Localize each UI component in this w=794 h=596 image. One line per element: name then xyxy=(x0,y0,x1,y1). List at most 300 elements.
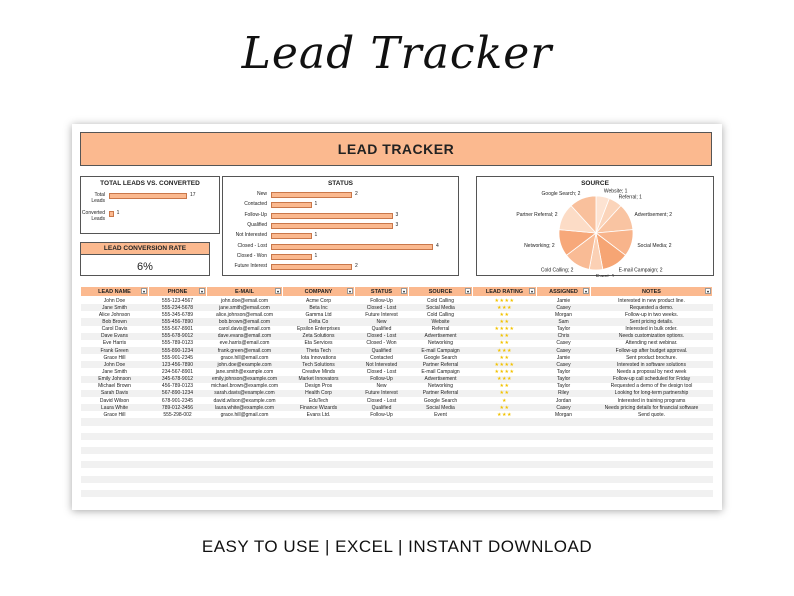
lead-rating-cell[interactable] xyxy=(473,426,537,433)
column-header[interactable] xyxy=(283,287,355,297)
table-row xyxy=(81,454,713,461)
table-cell[interactable] xyxy=(355,461,409,468)
table-cell[interactable]: Partner Referral xyxy=(409,390,473,397)
table-cell[interactable]: Casey xyxy=(556,340,571,347)
table-cell[interactable]: Looking for long-term partnership xyxy=(591,390,713,397)
table-cell[interactable] xyxy=(537,426,591,433)
table-cell[interactable]: 555-567-8901 xyxy=(161,326,194,333)
table-cell[interactable]: 555-234-5678 xyxy=(149,304,207,311)
table-cell[interactable]: Closed - Lost xyxy=(355,333,409,340)
table-cell[interactable] xyxy=(81,461,149,468)
lead-rating-cell[interactable] xyxy=(473,461,537,468)
table-cell[interactable]: Taylor xyxy=(556,326,571,333)
table-cell[interactable] xyxy=(409,461,473,468)
table-cell[interactable] xyxy=(283,468,355,475)
table-cell[interactable] xyxy=(409,468,473,475)
table-cell[interactable]: Closed - Lost xyxy=(366,368,397,375)
pie-slice-label: E-mail Campaign; 2 xyxy=(618,267,663,274)
table-cell[interactable]: dave.evans@email.com xyxy=(207,333,283,340)
table-cell[interactable]: emily.johnson@example.com xyxy=(207,376,283,383)
table-cell[interactable]: Partner Referral xyxy=(409,361,473,368)
hero-title: Lead Tracker xyxy=(241,28,553,79)
lead-rating-cell[interactable] xyxy=(473,447,537,454)
table-cell[interactable]: Casey xyxy=(537,304,591,311)
filter-dropdown-icon[interactable]: ▾ xyxy=(200,289,203,294)
filter-dropdown-icon[interactable]: ▾ xyxy=(276,289,279,294)
table-cell[interactable]: frank.green@email.com xyxy=(207,347,283,354)
table-cell[interactable] xyxy=(355,447,409,454)
table-cell[interactable]: Sarah Davis xyxy=(81,390,149,397)
table-cell[interactable] xyxy=(591,454,713,461)
table-cell[interactable] xyxy=(537,483,591,490)
table-cell[interactable]: Sent product brochure. xyxy=(626,354,677,361)
table-cell[interactable]: Dave Evans xyxy=(81,333,149,340)
lead-rating-cell[interactable]: ★★ xyxy=(473,318,537,325)
table-cell[interactable] xyxy=(283,497,355,504)
table-cell[interactable]: Laura White xyxy=(81,404,149,411)
table-cell[interactable] xyxy=(537,454,591,461)
filter-dropdown-icon[interactable]: ▾ xyxy=(402,289,405,294)
table-cell[interactable]: Sent pricing details. xyxy=(591,318,713,325)
table-cell[interactable] xyxy=(81,418,149,425)
table-cell[interactable]: 555-123-4567 xyxy=(161,297,194,304)
table-cell[interactable] xyxy=(207,454,283,461)
table-cell[interactable] xyxy=(355,483,409,490)
table-cell[interactable] xyxy=(409,447,473,454)
table-cell[interactable] xyxy=(283,490,355,497)
lead-rating-cell[interactable]: ★★★★ xyxy=(473,361,537,368)
table-cell[interactable] xyxy=(409,497,473,504)
table-cell[interactable]: E-mail Campaign xyxy=(409,347,473,354)
table-cell[interactable]: Emily Johnson xyxy=(81,376,149,383)
table-cell[interactable] xyxy=(81,490,149,497)
table-cell[interactable]: Frank Green xyxy=(81,347,149,354)
table-row xyxy=(81,468,713,475)
table-row xyxy=(81,376,713,383)
table-cell[interactable]: 555-345-6789 xyxy=(161,311,194,318)
lead-rating-cell[interactable]: ★★ xyxy=(499,383,510,390)
table-cell[interactable]: 456-789-0123 xyxy=(161,383,194,390)
column-header[interactable] xyxy=(207,287,283,297)
table-cell[interactable] xyxy=(537,490,591,497)
table-cell[interactable]: 234-567-8901 xyxy=(161,368,194,375)
table-cell[interactable] xyxy=(207,476,283,483)
table-cell[interactable]: Zeta Solutions xyxy=(283,333,355,340)
table-cell[interactable]: 345-678-9012 xyxy=(149,376,207,383)
table-cell[interactable] xyxy=(207,468,283,475)
table-cell[interactable]: Finance Wizards xyxy=(283,404,355,411)
table-cell[interactable]: Jane Smith xyxy=(101,368,127,375)
table-cell[interactable] xyxy=(149,454,207,461)
table-cell[interactable]: Requested a demo of the design tool xyxy=(610,383,693,390)
table-cell[interactable] xyxy=(283,426,355,433)
table-cell[interactable] xyxy=(81,476,149,483)
table-cell[interactable] xyxy=(283,461,355,468)
table-cell[interactable]: Attending next webinar. xyxy=(625,340,678,347)
table-cell[interactable] xyxy=(591,490,713,497)
table-cell[interactable]: John Doe xyxy=(103,297,126,304)
table-cell[interactable] xyxy=(409,418,473,425)
filter-dropdown-icon[interactable]: ▾ xyxy=(584,289,587,294)
table-cell[interactable]: Cold Calling xyxy=(427,297,454,304)
table-cell[interactable]: Gamma Ltd xyxy=(305,311,332,318)
table-cell[interactable]: Iota Innovations xyxy=(300,354,337,361)
column-header[interactable] xyxy=(473,287,537,297)
table-cell[interactable]: Qualified xyxy=(355,404,409,411)
table-cell[interactable] xyxy=(149,490,207,497)
table-cell[interactable] xyxy=(591,468,713,475)
table-cell[interactable] xyxy=(149,468,207,475)
table-cell[interactable]: michael.brown@example.com xyxy=(210,383,279,390)
table-cell[interactable] xyxy=(283,447,355,454)
table-cell[interactable] xyxy=(207,490,283,497)
table-cell[interactable]: Follow-up after budget approval. xyxy=(591,347,713,354)
filter-dropdown-icon[interactable]: ▾ xyxy=(348,289,351,294)
lead-rating-cell[interactable] xyxy=(473,418,537,425)
table-cell[interactable]: Interested in bulk order. xyxy=(625,326,678,333)
lead-rating-cell[interactable] xyxy=(473,454,537,461)
table-cell[interactable]: 555-456-7890 xyxy=(149,318,207,325)
lead-rating-cell[interactable] xyxy=(473,483,537,490)
lead-rating-cell[interactable]: ★★ xyxy=(473,333,537,340)
table-cell[interactable]: Epsilon Enterprises xyxy=(296,326,341,333)
table-cell[interactable]: Networking xyxy=(427,383,453,390)
table-cell[interactable] xyxy=(283,433,355,440)
table-cell[interactable]: john.doe@email.com xyxy=(220,297,269,304)
table-cell[interactable] xyxy=(591,461,713,468)
pie-slice-label: Referral; 1 xyxy=(618,194,642,201)
table-cell[interactable] xyxy=(409,490,473,497)
table-cell[interactable]: Sam xyxy=(537,318,591,325)
table-cell[interactable] xyxy=(207,440,283,447)
table-cell[interactable] xyxy=(591,497,713,504)
table-cell[interactable] xyxy=(207,426,283,433)
pie-slice-label: Cold Calling; 2 xyxy=(540,267,574,274)
table-cell[interactable] xyxy=(81,468,149,475)
table-cell[interactable]: Michael Brown xyxy=(98,383,131,390)
table-cell[interactable]: 555-298-002 xyxy=(163,411,192,418)
filter-dropdown-icon[interactable]: ▾ xyxy=(142,289,145,294)
table-cell[interactable]: Website xyxy=(409,318,473,325)
table-cell[interactable] xyxy=(149,433,207,440)
table-cell[interactable] xyxy=(283,476,355,483)
lead-rating-cell[interactable] xyxy=(473,476,537,483)
table-cell[interactable] xyxy=(591,476,713,483)
table-cell[interactable]: laura.white@example.com xyxy=(207,404,283,411)
table-cell[interactable] xyxy=(81,447,149,454)
table-row xyxy=(81,426,713,433)
lead-rating-cell[interactable]: ★★ xyxy=(473,390,537,397)
table-cell[interactable] xyxy=(283,454,355,461)
table-cell[interactable]: Creative Minds xyxy=(301,368,336,375)
table-cell[interactable]: Interested in training programs xyxy=(617,397,686,404)
tagline: EASY TO USE | EXCEL | INSTANT DOWNLOAD xyxy=(201,537,593,556)
table-cell[interactable] xyxy=(149,483,207,490)
table-cell[interactable]: Grace Hill xyxy=(103,411,126,418)
lead-rating-cell[interactable]: ★★★★ xyxy=(494,297,515,304)
lead-rating-cell[interactable]: ★ xyxy=(502,397,507,404)
table-cell[interactable] xyxy=(591,440,713,447)
lead-rating-cell[interactable]: ★★★ xyxy=(497,411,512,418)
table-cell[interactable] xyxy=(283,440,355,447)
lead-rating-cell[interactable]: ★★★ xyxy=(473,376,537,383)
table-cell[interactable]: Riley xyxy=(537,390,591,397)
table-cell[interactable] xyxy=(149,418,207,425)
table-cell[interactable]: Follow-Up xyxy=(355,376,409,383)
table-cell[interactable]: Advertisement xyxy=(409,333,473,340)
table-cell[interactable] xyxy=(207,447,283,454)
table-cell[interactable] xyxy=(409,483,473,490)
table-cell[interactable]: 678-901-2345 xyxy=(161,397,194,404)
table-cell[interactable] xyxy=(355,433,409,440)
table-cell[interactable] xyxy=(149,426,207,433)
table-cell[interactable] xyxy=(537,468,591,475)
lead-rating-cell[interactable]: ★★ xyxy=(499,354,510,361)
lead-rating-cell[interactable] xyxy=(473,433,537,440)
table-cell[interactable]: Closed - Won xyxy=(366,340,397,347)
lead-rating-cell[interactable] xyxy=(473,468,537,475)
table-cell[interactable]: jane.smith@email.com xyxy=(207,304,283,311)
leads-vs-converted-panel xyxy=(80,176,220,234)
table-cell[interactable]: Follow-up call scheduled for Friday xyxy=(591,376,713,383)
table-cell[interactable]: Closed - Lost xyxy=(366,397,397,404)
table-row xyxy=(81,340,713,347)
lead-rating-cell[interactable] xyxy=(473,497,537,504)
table-cell[interactable]: Delta Co xyxy=(283,318,355,325)
filter-dropdown-icon[interactable]: ▾ xyxy=(530,289,533,294)
table-cell[interactable]: John Doe xyxy=(81,361,149,368)
column-header[interactable] xyxy=(537,287,591,297)
table-cell[interactable] xyxy=(207,461,283,468)
table-cell[interactable]: Jamie xyxy=(556,297,571,304)
table-cell[interactable]: Contacted xyxy=(370,354,393,361)
pie-slice-label: Partner Referral; 2 xyxy=(516,211,558,218)
table-cell[interactable]: 555-890-1234 xyxy=(149,347,207,354)
table-cell[interactable] xyxy=(81,433,149,440)
table-cell[interactable]: Taylor xyxy=(537,376,591,383)
table-cell[interactable]: Market Innovators xyxy=(283,376,355,383)
table-cell[interactable]: Eta Services xyxy=(304,340,333,347)
table-cell[interactable]: Casey xyxy=(537,361,591,368)
table-cell[interactable] xyxy=(537,461,591,468)
lead-rating-cell[interactable]: ★★★ xyxy=(473,347,537,354)
column-header[interactable] xyxy=(149,287,207,297)
column-header[interactable] xyxy=(409,287,473,297)
table-row xyxy=(81,347,713,354)
table-cell[interactable]: Casey xyxy=(537,404,591,411)
table-cell[interactable]: Jamie xyxy=(556,354,571,361)
table-cell[interactable]: alice.johnson@email.com xyxy=(215,311,274,318)
table-cell[interactable]: Morgan xyxy=(555,411,572,418)
table-cell[interactable]: Not Interested xyxy=(355,361,409,368)
column-header[interactable] xyxy=(591,287,713,297)
table-cell[interactable] xyxy=(81,440,149,447)
table-cell[interactable]: Closed - Lost xyxy=(355,304,409,311)
table-cell[interactable]: grace.hill@email.com xyxy=(220,354,269,361)
table-cell[interactable] xyxy=(149,447,207,454)
table-cell[interactable] xyxy=(207,483,283,490)
table-cell[interactable]: Chris xyxy=(537,333,591,340)
table-cell[interactable] xyxy=(537,433,591,440)
table-cell[interactable]: Alice Johnson xyxy=(98,311,131,318)
table-cell[interactable] xyxy=(207,418,283,425)
lead-rating-cell[interactable]: ★★★★ xyxy=(494,368,515,375)
table-cell[interactable]: Cold Calling xyxy=(427,311,454,318)
table-cell[interactable] xyxy=(207,433,283,440)
table-cell[interactable] xyxy=(537,476,591,483)
table-cell[interactable]: New xyxy=(355,318,409,325)
table-row xyxy=(81,404,713,411)
table-cell[interactable]: 555-789-0123 xyxy=(161,340,194,347)
table-row xyxy=(81,354,713,361)
table-cell[interactable]: Taylor xyxy=(556,383,571,390)
table-cell[interactable]: Casey xyxy=(537,347,591,354)
table-cell[interactable] xyxy=(591,483,713,490)
lead-rating-cell[interactable]: ★★ xyxy=(499,340,510,347)
table-cell[interactable]: carol.davis@email.com xyxy=(218,326,271,333)
table-cell[interactable]: Social Media xyxy=(409,304,473,311)
table-cell[interactable] xyxy=(355,490,409,497)
lead-rating-cell[interactable] xyxy=(473,440,537,447)
table-cell[interactable]: Social Media xyxy=(409,404,473,411)
table-cell[interactable]: Advertisement xyxy=(409,376,473,383)
table-cell[interactable]: Follow-Up xyxy=(370,297,393,304)
lead-rating-cell[interactable]: ★★★ xyxy=(473,304,537,311)
table-cell[interactable]: Jordan xyxy=(555,397,572,404)
table-cell[interactable] xyxy=(207,497,283,504)
table-cell[interactable]: 567-890-1234 xyxy=(149,390,207,397)
table-cell[interactable]: Evans Ltd. xyxy=(306,411,331,418)
table-cell[interactable]: Tech Solutions xyxy=(283,361,355,368)
table-cell[interactable]: Acme Corp xyxy=(305,297,331,304)
filter-dropdown-icon[interactable]: ▾ xyxy=(466,289,469,294)
column-header[interactable] xyxy=(355,287,409,297)
table-cell[interactable] xyxy=(591,433,713,440)
table-cell[interactable] xyxy=(81,483,149,490)
table-cell[interactable]: bob.brown@email.com xyxy=(207,318,283,325)
table-cell[interactable] xyxy=(149,461,207,468)
table-cell[interactable]: Theta Tech xyxy=(283,347,355,354)
table-cell[interactable]: 789-012-3456 xyxy=(149,404,207,411)
table-cell[interactable] xyxy=(409,440,473,447)
table-cell[interactable] xyxy=(409,426,473,433)
table-cell[interactable]: Needs pricing details for financial software xyxy=(591,404,713,411)
lead-rating-cell[interactable]: ★★ xyxy=(473,404,537,411)
table-cell[interactable]: david.wilson@example.com xyxy=(213,397,276,404)
table-cell[interactable] xyxy=(355,476,409,483)
table-cell[interactable]: E-mail Campaign xyxy=(421,368,460,375)
table-cell[interactable] xyxy=(149,497,207,504)
lead-rating-cell[interactable]: ★★ xyxy=(499,311,510,318)
table-cell[interactable]: grace.hill@gmail.com xyxy=(220,411,269,418)
table-cell[interactable] xyxy=(409,433,473,440)
table-cell[interactable] xyxy=(355,468,409,475)
table-cell[interactable]: Morgan xyxy=(555,311,572,318)
table-cell[interactable]: sarah.davis@example.com xyxy=(207,390,283,397)
table-cell[interactable]: Bob Brown xyxy=(81,318,149,325)
table-cell[interactable]: Google Search xyxy=(423,397,458,404)
table-cell[interactable] xyxy=(355,497,409,504)
table-cell[interactable] xyxy=(283,483,355,490)
table-cell[interactable] xyxy=(537,418,591,425)
lead-rating-cell[interactable]: ★★★★ xyxy=(494,326,515,333)
table-cell[interactable] xyxy=(355,418,409,425)
bar-category-label: Contacted xyxy=(244,201,267,208)
table-cell[interactable] xyxy=(81,454,149,461)
table-cell[interactable]: Eve Harris xyxy=(102,340,127,347)
table-cell[interactable]: Needs customization options. xyxy=(591,333,713,340)
table-cell[interactable] xyxy=(591,426,713,433)
table-cell[interactable] xyxy=(409,476,473,483)
table-cell[interactable]: Follow-up in two weeks. xyxy=(624,311,679,318)
table-cell[interactable]: Health Corp xyxy=(283,390,355,397)
table-cell[interactable]: 555-678-9012 xyxy=(149,333,207,340)
table-cell[interactable] xyxy=(81,426,149,433)
table-cell[interactable] xyxy=(409,454,473,461)
table-cell[interactable]: Qualified xyxy=(355,347,409,354)
table-cell[interactable]: Design Pros xyxy=(304,383,333,390)
table-cell[interactable]: David Wilson xyxy=(99,397,130,404)
table-cell[interactable]: jane.smith@example.com xyxy=(215,368,274,375)
table-cell[interactable]: Send quote. xyxy=(638,411,665,418)
table-cell[interactable]: Follow-Up xyxy=(370,411,393,418)
table-cell[interactable] xyxy=(355,440,409,447)
table-cell[interactable] xyxy=(537,497,591,504)
table-cell[interactable]: Interested in software solutions xyxy=(591,361,713,368)
table-cell[interactable]: Interested in new product line. xyxy=(618,297,685,304)
table-cell[interactable]: Future Interest xyxy=(365,311,398,318)
table-cell[interactable]: EduTech xyxy=(308,397,329,404)
table-cell[interactable]: Grace Hill xyxy=(103,354,126,361)
table-cell[interactable] xyxy=(355,454,409,461)
table-cell[interactable] xyxy=(355,426,409,433)
table-cell[interactable] xyxy=(537,447,591,454)
table-cell[interactable]: Referral xyxy=(431,326,450,333)
table-cell[interactable]: 123-456-7890 xyxy=(149,361,207,368)
table-cell[interactable] xyxy=(81,497,149,504)
column-header[interactable] xyxy=(81,287,149,297)
bar xyxy=(271,244,433,250)
table-cell[interactable] xyxy=(149,476,207,483)
table-cell[interactable]: eve.harris@email.com xyxy=(219,340,270,347)
table-cell[interactable]: Google Search xyxy=(423,354,458,361)
table-cell[interactable]: Networking xyxy=(427,340,453,347)
table-row xyxy=(81,397,713,404)
table-cell[interactable]: Event xyxy=(434,411,447,418)
table-cell[interactable]: Qualified xyxy=(371,326,392,333)
table-cell[interactable] xyxy=(591,418,713,425)
table-cell[interactable]: Future Interest xyxy=(355,390,409,397)
pie-slice-label: Networking; 2 xyxy=(524,242,555,249)
table-row xyxy=(81,497,713,504)
table-cell[interactable]: Taylor xyxy=(556,368,571,375)
table-cell[interactable] xyxy=(283,418,355,425)
table-cell[interactable]: 555-901-2345 xyxy=(161,354,194,361)
table-cell[interactable] xyxy=(537,440,591,447)
table-cell[interactable]: Beta Inc xyxy=(283,304,355,311)
filter-dropdown-icon[interactable]: ▾ xyxy=(706,289,709,294)
table-cell[interactable] xyxy=(591,447,713,454)
table-cell[interactable]: Jane Smith xyxy=(81,304,149,311)
table-cell[interactable] xyxy=(149,440,207,447)
table-cell[interactable]: New xyxy=(376,383,387,390)
table-cell[interactable]: Requested a demo. xyxy=(591,304,713,311)
table-row xyxy=(81,440,713,447)
table-cell[interactable]: Carol Davis xyxy=(101,326,128,333)
table-cell[interactable]: john.doe@example.com xyxy=(207,361,283,368)
lead-rating-cell[interactable] xyxy=(473,490,537,497)
table-cell[interactable]: Needs a proposal by next week xyxy=(616,368,687,375)
